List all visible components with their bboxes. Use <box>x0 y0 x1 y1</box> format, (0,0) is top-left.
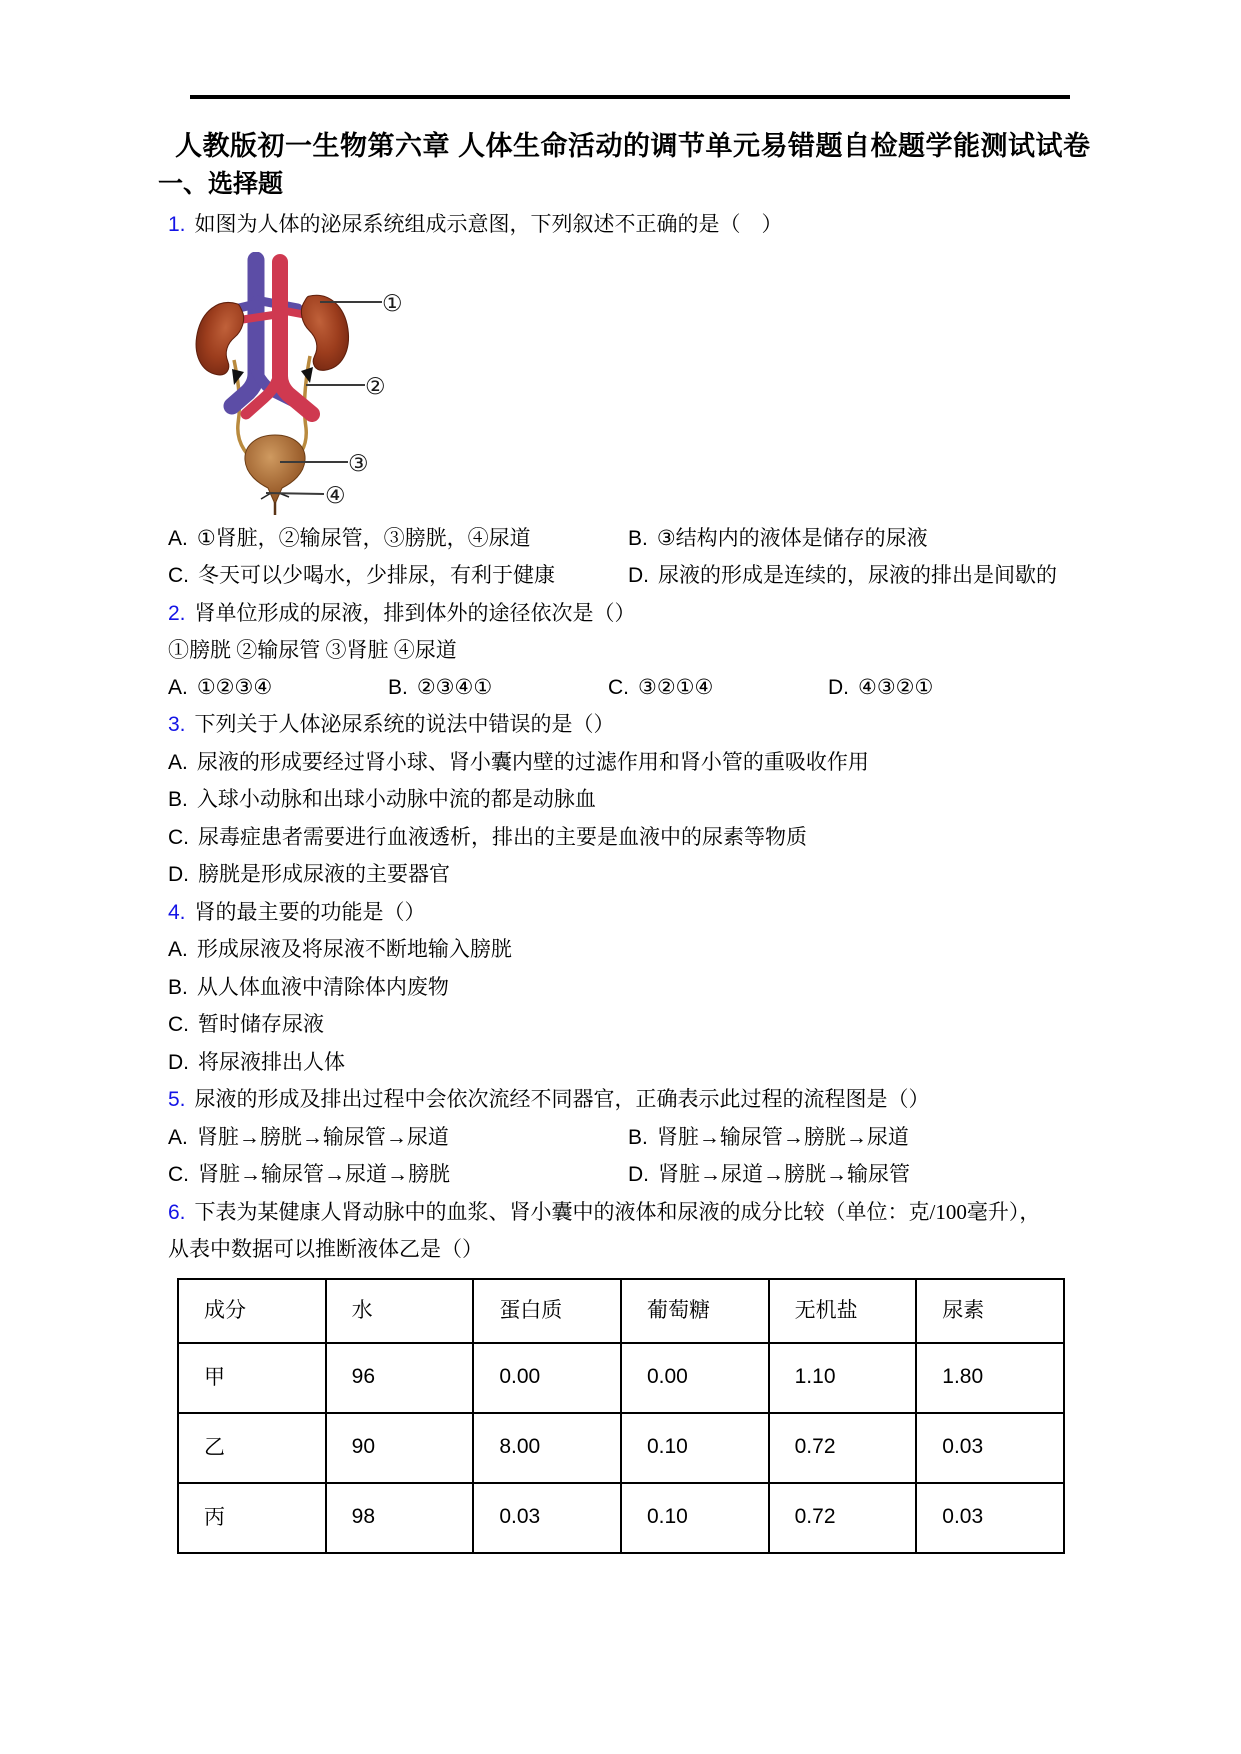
question-2-note: ①膀胱 ②输尿管 ③肾脏 ④尿道 <box>168 638 457 662</box>
table-cell: 0.03 <box>916 1413 1064 1483</box>
table-cell: 98 <box>326 1483 474 1553</box>
row-label-cell: 丙 <box>178 1483 326 1553</box>
table-cell: 0.03 <box>473 1483 621 1553</box>
question-1 <box>158 206 1058 244</box>
table-header-cell: 水 <box>326 1279 474 1343</box>
table-row-jia <box>178 1343 1064 1413</box>
composition-comparison-table <box>177 1278 1065 1554</box>
question-2-option-b: B. ②③④① <box>388 674 493 699</box>
question-2-text: 肾单位形成的尿液，排到体外的途径依次是（） <box>194 600 636 625</box>
question-6-number: 6. <box>168 1200 186 1224</box>
table-cell: 8.00 <box>473 1413 621 1483</box>
table-header-cell: 蛋白质 <box>473 1279 621 1343</box>
question-5 <box>158 1081 1058 1119</box>
question-5-text: 尿液的形成及排出过程中会依次流经不同器官，正确表示此过程的流程图是（） <box>194 1087 930 1111</box>
table-cell: 90 <box>326 1413 474 1483</box>
question-3-option-a: A. 尿液的形成要经过肾小球、肾小囊内壁的过滤作用和肾小管的重吸收作用 <box>168 749 869 774</box>
question-1-text: 如图为人体的泌尿系统组成示意图，下列叙述不正确的是（ ） <box>194 212 783 236</box>
header-divider <box>190 95 1070 99</box>
question-4-option-a: A. 形成尿液及将尿液不断地输入膀胱 <box>168 937 512 961</box>
question-5-options-row-ab <box>158 1119 1058 1157</box>
question-2-option-d: D. ④③②① <box>828 674 934 699</box>
table-cell: 0.10 <box>621 1413 769 1483</box>
row-label-cell: 甲 <box>178 1343 326 1413</box>
question-1-option-c: C. 冬天可以少喝水，少排尿，有利于健康 <box>168 563 555 587</box>
table-cell: 0.10 <box>621 1483 769 1553</box>
question-3-option-d: D. 膀胱是形成尿液的主要器官 <box>168 862 450 886</box>
table-header-cell: 无机盐 <box>769 1279 917 1343</box>
urinary-system-illustration <box>176 252 421 520</box>
question-4-number: 4. <box>168 900 186 924</box>
table-cell: 0.00 <box>621 1343 769 1413</box>
question-1-number: 1. <box>168 213 186 236</box>
table-header-cell: 成分 <box>178 1279 326 1343</box>
question-3 <box>158 706 1058 744</box>
document-body <box>158 206 1058 1554</box>
diagram-label-2: ② <box>365 373 386 400</box>
question-1-options-row-ab <box>158 520 1058 558</box>
question-5-number: 5. <box>168 1088 186 1111</box>
question-4 <box>158 894 1058 932</box>
section-heading: 一、选择题 <box>158 170 284 198</box>
kidney-left <box>187 294 249 377</box>
question-4-option-b: B. 从人体血液中清除体内废物 <box>168 974 449 999</box>
table-cell: 96 <box>326 1343 474 1413</box>
diagram-label-4: ④ <box>325 482 346 509</box>
question-4-text: 肾的最主要的功能是（） <box>194 899 426 924</box>
question-1-option-d: D. <box>628 564 649 587</box>
question-6 <box>158 1194 1058 1268</box>
question-3-option-b: B. 入球小动脉和出球小动脉中流的都是动脉血 <box>168 787 596 811</box>
table-header-row <box>178 1279 1064 1343</box>
question-6-text: 下表为某健康人肾动脉中的血浆、肾小囊中的液体和尿液的成分比较（单位：克/100毫升），从表中数据可以推断液体乙是（） <box>168 1199 1041 1261</box>
question-1-option-a: A. ①肾脏，②输尿管，③膀胱，④尿道 <box>168 525 531 550</box>
question-3-option-c: C. 尿毒症患者需要进行血液透析，排出的主要是血液中的尿素等物质 <box>168 824 807 849</box>
question-2 <box>158 595 1058 633</box>
table-header-cell: 尿素 <box>916 1279 1064 1343</box>
question-5-option-a: A. 肾脏→膀胱→输尿管→尿道 <box>168 1124 449 1149</box>
question-2-number: 2. <box>168 601 186 625</box>
table-header-cell: 葡萄糖 <box>621 1279 769 1343</box>
table-row-yi <box>178 1413 1064 1483</box>
question-3-number: 3. <box>168 713 186 736</box>
table-cell: 0.00 <box>473 1343 621 1413</box>
diagram-label-3: ③ <box>348 450 369 477</box>
table-cell: 0.72 <box>769 1413 917 1483</box>
row-label-cell: 乙 <box>178 1413 326 1483</box>
table-cell: 1.10 <box>769 1343 917 1413</box>
question-5-option-c: C. 肾脏→输尿管→尿道→膀胱 <box>168 1162 450 1186</box>
question-5-options-row-cd <box>158 1156 1058 1194</box>
question-4-option-d: D. 将尿液排出人体 <box>168 1049 345 1074</box>
question-2-options <box>158 669 1058 707</box>
question-5-option-d: D. 肾脏→尿道→膀胱→输尿管 <box>628 1162 910 1186</box>
table-cell: 1.80 <box>916 1343 1064 1413</box>
table-row-bing <box>178 1483 1064 1553</box>
diagram-label-1: ① <box>382 290 403 317</box>
page-title: 人教版初一生物第六章 人体生命活动的调节单元易错题自检题学能测试试卷 <box>175 131 1091 161</box>
table-cell: 0.72 <box>769 1483 917 1553</box>
question-1-options-row-cd: C. 冬天可以少喝水，少排尿，有利于健康 D. 尿液的形成是连续的，尿液的排出是间歇的 <box>158 557 1058 595</box>
table-cell: 0.03 <box>916 1483 1064 1553</box>
question-2-option-a: A. ①②③④ <box>168 674 273 699</box>
question-3-text: 下列关于人体泌尿系统的说法中错误的是（） <box>194 712 615 736</box>
question-4-option-c: C. 暂时储存尿液 <box>168 1012 324 1036</box>
urinary-system-diagram <box>158 244 1058 520</box>
question-5-option-b: B. 肾脏→输尿管→膀胱→尿道 <box>628 1124 909 1149</box>
question-2-option-c: C. ③②①④ <box>608 674 714 699</box>
label-line-4 <box>266 493 324 494</box>
question-1-option-b: B. ③结构内的液体是储存的尿液 <box>628 525 928 550</box>
